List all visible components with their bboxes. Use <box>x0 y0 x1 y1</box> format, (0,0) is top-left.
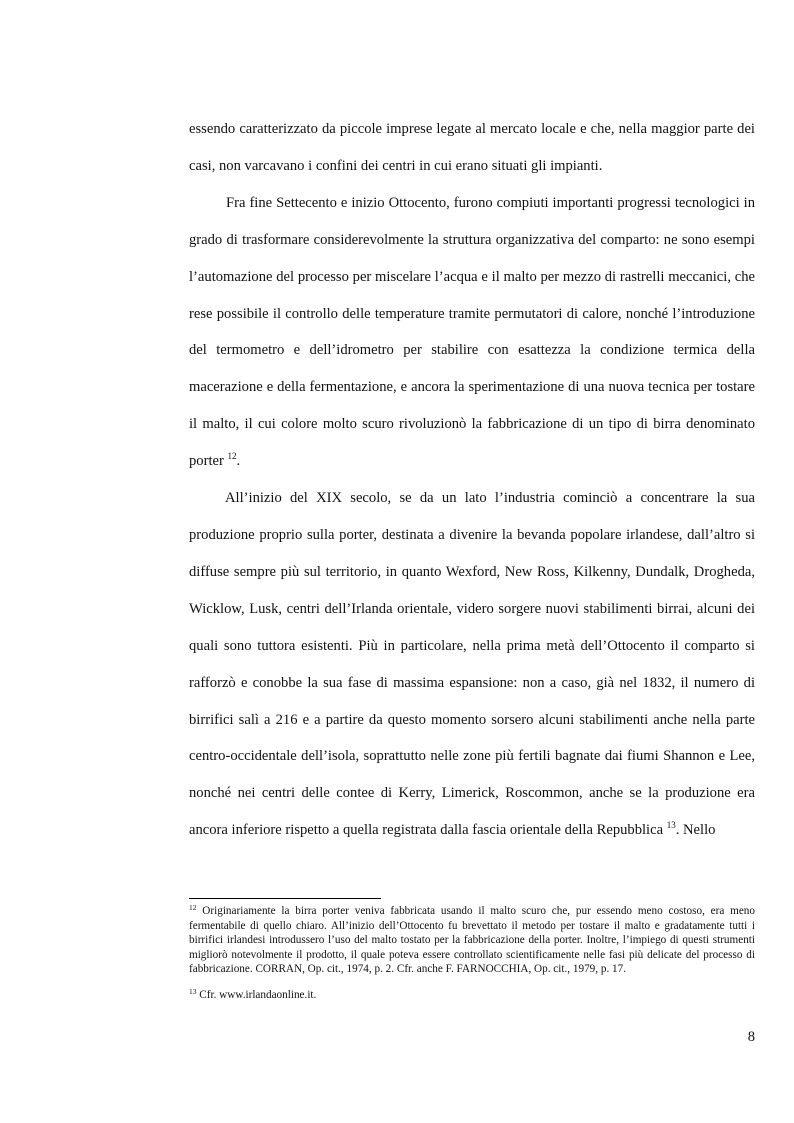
footnote-number: 13 <box>189 986 197 996</box>
paragraph-3-text: All’inizio del XIX secolo, se da un lato l’industria cominciò a concentrare la sua produzione proprio sulla porter, destinata a divenire la bevanda popolare irlandese, dall’altro si diffuse sempre più sul territorio, in quanto Wexford, New Ross, Kilkenny, Dundalk, Drogheda, Wicklow, Lusk, centri dell’Irlanda orientale, videro sorgere nuovi stabilimenti birrai, alcuni dei quali sono tuttora esistenti. Più in particolare, nella prima metà dell’Ottocento il comparto si rafforzò e conobbe la sua fase di massima espansione: non a caso, già nel 1832, il numero di birrifici salì a 216 e a partire da questo momento sorsero alcuni stabilimenti anche nella parte centro-occidentale dell’isola, soprattutto nelle zone più fertili bagnate dai fiumi Shannon e Lee, nonché nei centri delle contee di Kerry, Limerick, Roscommon, anche se la produzione era ancora inferiore rispetto a quella registrata dalla fascia orientale della Repubblica <box>189 490 755 839</box>
footnote-separator <box>189 898 381 899</box>
paragraph-3 <box>189 480 755 849</box>
page-number: 8 <box>747 1029 755 1045</box>
paragraph-2-tail: . <box>236 453 241 470</box>
footnote-number: 12 <box>189 903 197 912</box>
paragraph-3-tail: . Nello <box>675 822 716 839</box>
footnote-13 <box>189 988 755 1003</box>
paragraph-1-text: essendo caratterizzato da piccole imprese legate al mercato locale e che, nella maggior parte dei casi, non varcavano i confini dei centri in cui erano situati gli impianti. <box>189 121 755 174</box>
footnote-13-text: Cfr. www.irlandaonline.it. <box>196 988 317 1001</box>
footnote-ref-13[interactable]: 13 <box>666 820 676 831</box>
paragraph-2-text: Fra fine Settecento e inizio Ottocento, furono compiuti importanti progressi tecnologici in grado di trasformare considerevolmente la struttura organizzativa del comparto: ne sono esempi l’automazione del processo per miscelare l’acqua e il malto per mezzo di rastrelli meccanici, che rese possibile il controllo delle temperature tramite permutatori di calore, nonché l’introduzione del termometro e dell’idrometro per stabilire con esattezza la condizione termica della macerazione e della fermentazione, e ancora la sperimentazione di una nuova tecnica per tostare il malto, il cui colore molto scuro rivoluzionò la fabbricazione di un tipo di birra denominato porter <box>189 194 755 470</box>
document-page <box>189 0 755 1123</box>
footnote-12-text: Originariamente la birra porter veniva fabbricata usando il malto scuro che, pur essendo meno costoso, era meno fermentabile di quello chiaro. All’inizio dell’Ottocento fu brevettato il metodo per tostare il malto e gradatamente tutti i birrifici irlandesi introdussero l’uso del malto tostato per la fabbricazione della porter. Inoltre, l’impiego di questi strumenti migliorò notevolmente il prodotto, il quale poteva essere controllato scientificamente nelle fasi più delicate del processo di fabbricazione. CORRAN, Op. cit., 1974, p. 2. Cfr. anche F. FARNOCCHIA, Op. cit., 1979, p. 17. <box>189 905 755 976</box>
body-text <box>189 111 755 849</box>
paragraph-2 <box>189 185 755 480</box>
footnotes <box>189 904 755 1003</box>
footnote-ref-12[interactable]: 12 <box>227 451 237 462</box>
footnote-12 <box>189 904 755 977</box>
paragraph-1 <box>189 111 755 185</box>
